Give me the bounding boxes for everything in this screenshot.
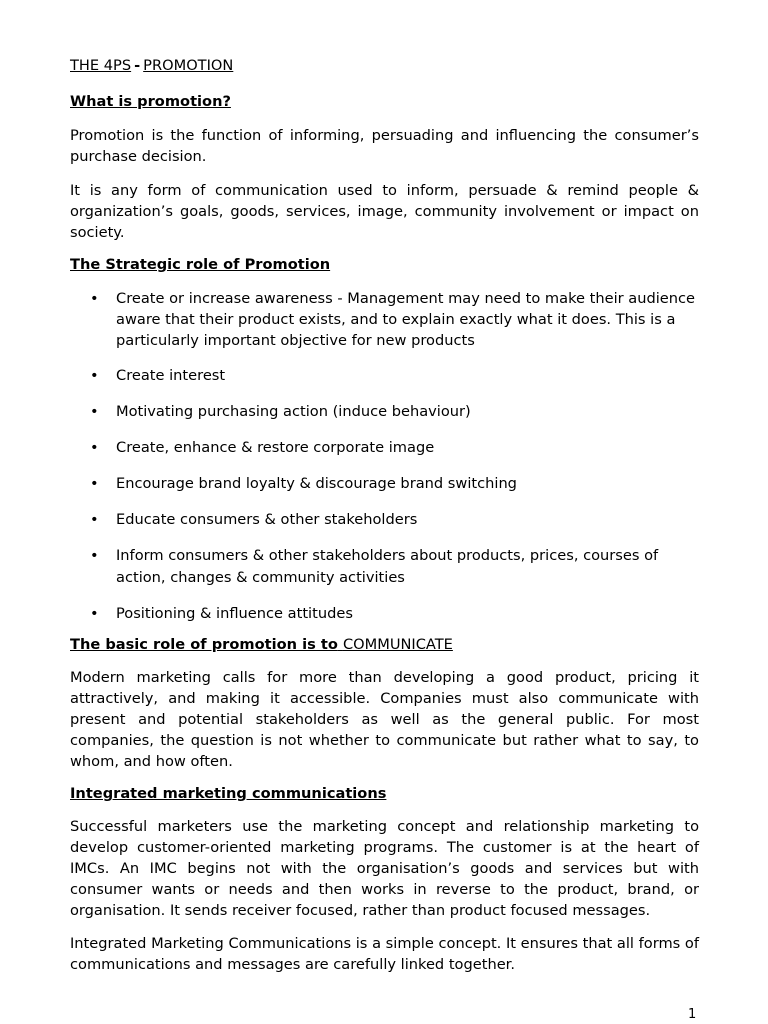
heading-imc: Integrated marketing communications [70,785,387,802]
what-is-paragraph-1: Promotion is the function of informing, persuading and influencing the consumer’s purchase decision. [70,127,699,165]
title-dash: - [134,57,141,74]
basic-role-heading-bold: The basic role of promotion is to [70,636,338,653]
list-item: • Create, enhance & restore corporate image [70,437,699,458]
what-is-paragraph-2: It is any form of communication used to inform, persuade & remind people & organization’s goals, goods, services, image, community involvement or impact on society. [70,182,699,241]
list-item: • Create interest [70,365,699,386]
strategic-role-list [70,288,699,624]
basic-role-paragraph: Modern marketing calls for more than developing a good product, pricing it attractively, and making it accessible. Companies must also communicate with present and potential stakeholders as well as the general public. For most companies, the question is not whether to communicate but rather what to say, to whom, and how often. [70,669,699,770]
heading-basic-role [70,635,699,655]
title-part-4ps: THE 4PS [70,57,132,74]
title-part-promotion: PROMOTION [143,57,234,74]
list-item: • Inform consumers & other stakeholders about products, prices, courses of action, changes & community activities [70,545,699,589]
list-item: • Positioning & influence attitudes [70,603,699,624]
list-item: • Educate consumers & other stakeholders [70,509,699,530]
imc-paragraph-2: Integrated Marketing Communications is a simple concept. It ensures that all forms of communications and messages are carefully linked together. [70,935,699,973]
heading-what-is-promotion: What is promotion? [70,93,231,110]
list-item: • Create or increase awareness - Management may need to make their audience aware that their product exists, and to explain exactly what it does. This is a particularly important objective for new products [70,288,699,351]
document-page [70,56,699,975]
page-number: 1 [688,1007,697,1022]
document-title [70,56,699,76]
list-item: • Encourage brand loyalty & discourage brand switching [70,473,699,494]
heading-strategic-role: The Strategic role of Promotion [70,256,331,273]
basic-role-heading-communicate: COMMUNICATE [342,636,453,653]
imc-paragraph-1: Successful marketers use the marketing concept and relationship marketing to develop customer-oriented marketing programs. The customer is at the heart of IMCs. An IMC begins not with the organisation’s goods and services but with consumer wants or needs and then works in reverse to the product, brand, or organisation. It sends receiver focused, rather than product focused messages. [70,818,699,919]
list-item: • Motivating purchasing action (induce behaviour) [70,401,699,422]
